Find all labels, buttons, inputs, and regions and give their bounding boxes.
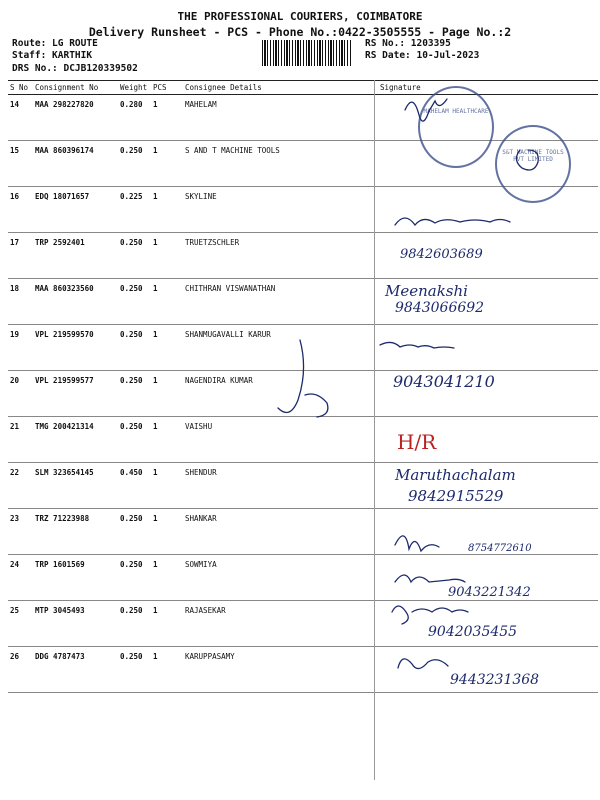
cell-consignment: EDQ 18071657 — [33, 187, 118, 233]
signature-15 — [516, 150, 538, 170]
healthcare-stamp: MAHELAM HEALTHCARE — [418, 86, 494, 168]
cell-weight: 0.250 — [118, 647, 151, 693]
cell-weight: 0.250 — [118, 141, 151, 187]
cell-weight: 0.250 — [118, 325, 151, 371]
cell-consignee: CHITHRAN VISWANATHAN — [183, 279, 378, 325]
cell-sno: 26 — [8, 647, 33, 693]
cell-sno: 19 — [8, 325, 33, 371]
cell-sno: 17 — [8, 233, 33, 279]
cell-sno: 24 — [8, 555, 33, 601]
route-label: Route: LG ROUTE — [12, 38, 98, 49]
cell-pcs: 1 — [151, 555, 183, 601]
handwritten-hr-21: H/R — [397, 430, 437, 454]
cell-consignee: SKYLINE — [183, 187, 378, 233]
handwritten-name-22: Maruthachalam — [395, 466, 516, 484]
runsheet-subtitle: Delivery Runsheet - PCS - Phone No.:0422-3505555 - Page No.:2 — [88, 25, 512, 39]
signature-23 — [395, 536, 439, 551]
cell-pcs: 1 — [151, 509, 183, 555]
cell-consignment: TRZ 71223988 — [33, 509, 118, 555]
cell-sno: 25 — [8, 601, 33, 647]
cell-consignee: RAJASEKAR — [183, 601, 378, 647]
handwritten-phone-24: 9043221342 — [448, 585, 531, 600]
cell-consignee: SHANKAR — [183, 509, 378, 555]
cell-pcs: 1 — [151, 95, 183, 141]
cell-consignment: TRP 1601569 — [33, 555, 118, 601]
handwritten-name-18: Meenakshi — [385, 282, 468, 300]
signature-19 — [380, 342, 454, 348]
cell-consignee: NAGENDIRA KUMAR — [183, 371, 378, 417]
col-pcs: PCS — [151, 81, 183, 95]
cell-consignment: DDG 4787473 — [33, 647, 118, 693]
cell-consignment: MAA 860396174 — [33, 141, 118, 187]
signature-24 — [395, 575, 465, 582]
cell-consignment: VPL 219599570 — [33, 325, 118, 371]
cell-pcs: 1 — [151, 647, 183, 693]
drs-number: DRS No.: DCJB120339502 — [12, 63, 138, 74]
cell-pcs: 1 — [151, 371, 183, 417]
handwritten-phone-20: 9043041210 — [393, 372, 495, 391]
handwritten-phone-23: 8754772610 — [468, 543, 532, 554]
handwritten-phone-22: 9842915529 — [408, 487, 504, 505]
cell-consignee: SOWMIYA — [183, 555, 378, 601]
cell-weight: 0.250 — [118, 509, 151, 555]
cell-consignee: MAHELAM — [183, 95, 378, 141]
cell-consignment: TRP 2592401 — [33, 233, 118, 279]
col-signature: Signature — [378, 81, 598, 95]
cell-weight: 0.250 — [118, 371, 151, 417]
cell-weight: 0.250 — [118, 417, 151, 463]
signature-14 — [405, 99, 447, 121]
cell-weight: 0.250 — [118, 233, 151, 279]
cell-sno: 20 — [8, 371, 33, 417]
cell-weight: 0.250 — [118, 279, 151, 325]
cell-consignment: TMG 200421314 — [33, 417, 118, 463]
staff-label: Staff: KARTHIK — [12, 50, 93, 61]
cell-pcs: 1 — [151, 141, 183, 187]
company-title: THE PROFESSIONAL COURIERS, COIMBATORE — [177, 10, 423, 23]
handwritten-phone-26: 9443231368 — [450, 672, 540, 688]
col-consignee: Consignee Details — [183, 81, 378, 95]
cell-sno: 22 — [8, 463, 33, 509]
cell-consignment: SLM 323654145 — [33, 463, 118, 509]
cell-consignee: VAISHU — [183, 417, 378, 463]
col-sno: S No — [8, 81, 33, 95]
signature-16 — [395, 218, 510, 225]
handwritten-phone-16: 9842603689 — [400, 247, 483, 262]
rs-date: RS Date: 10-Jul-2023 — [365, 50, 480, 61]
cell-consignee: SHANMUGAVALLI KARUR — [183, 325, 378, 371]
col-weight: Weight — [118, 81, 151, 95]
signature-25 — [392, 606, 468, 624]
rs-number: RS No.: 1203395 — [365, 38, 451, 49]
cell-consignment: MAA 298227820 — [33, 95, 118, 141]
handwritten-phone-25: 9042035455 — [428, 624, 518, 640]
machine-tools-stamp: S&T MACHINE TOOLS PVT LIMITED — [495, 125, 571, 203]
cell-sno: 21 — [8, 417, 33, 463]
cell-pcs: 1 — [151, 601, 183, 647]
cell-consignment: MAA 860323560 — [33, 279, 118, 325]
cell-consignee: KARUPPASAMY — [183, 647, 378, 693]
cell-consignment: VPL 219599577 — [33, 371, 118, 417]
cell-weight: 0.280 — [118, 95, 151, 141]
signature-20-initial — [278, 340, 328, 417]
cell-pcs: 1 — [151, 417, 183, 463]
cell-consignee: S AND T MACHINE TOOLS — [183, 141, 378, 187]
cell-sno: 14 — [8, 95, 33, 141]
cell-consignee: SHENDUR — [183, 463, 378, 509]
cell-consignment: MTP 3045493 — [33, 601, 118, 647]
cell-sno: 18 — [8, 279, 33, 325]
cell-sno: 15 — [8, 141, 33, 187]
cell-pcs: 1 — [151, 325, 183, 371]
cell-pcs: 1 — [151, 463, 183, 509]
cell-pcs: 1 — [151, 279, 183, 325]
cell-sno: 16 — [8, 187, 33, 233]
handwritten-phone-18: 9843066692 — [395, 300, 485, 316]
cell-weight: 0.250 — [118, 601, 151, 647]
cell-weight: 0.225 — [118, 187, 151, 233]
cell-weight: 0.450 — [118, 463, 151, 509]
cell-pcs: 1 — [151, 187, 183, 233]
cell-consignee: TRUETZSCHLER — [183, 233, 378, 279]
cell-weight: 0.250 — [118, 555, 151, 601]
cell-pcs: 1 — [151, 233, 183, 279]
col-consignment: Consignment No — [33, 81, 118, 95]
signature-26 — [398, 659, 448, 669]
cell-sno: 23 — [8, 509, 33, 555]
